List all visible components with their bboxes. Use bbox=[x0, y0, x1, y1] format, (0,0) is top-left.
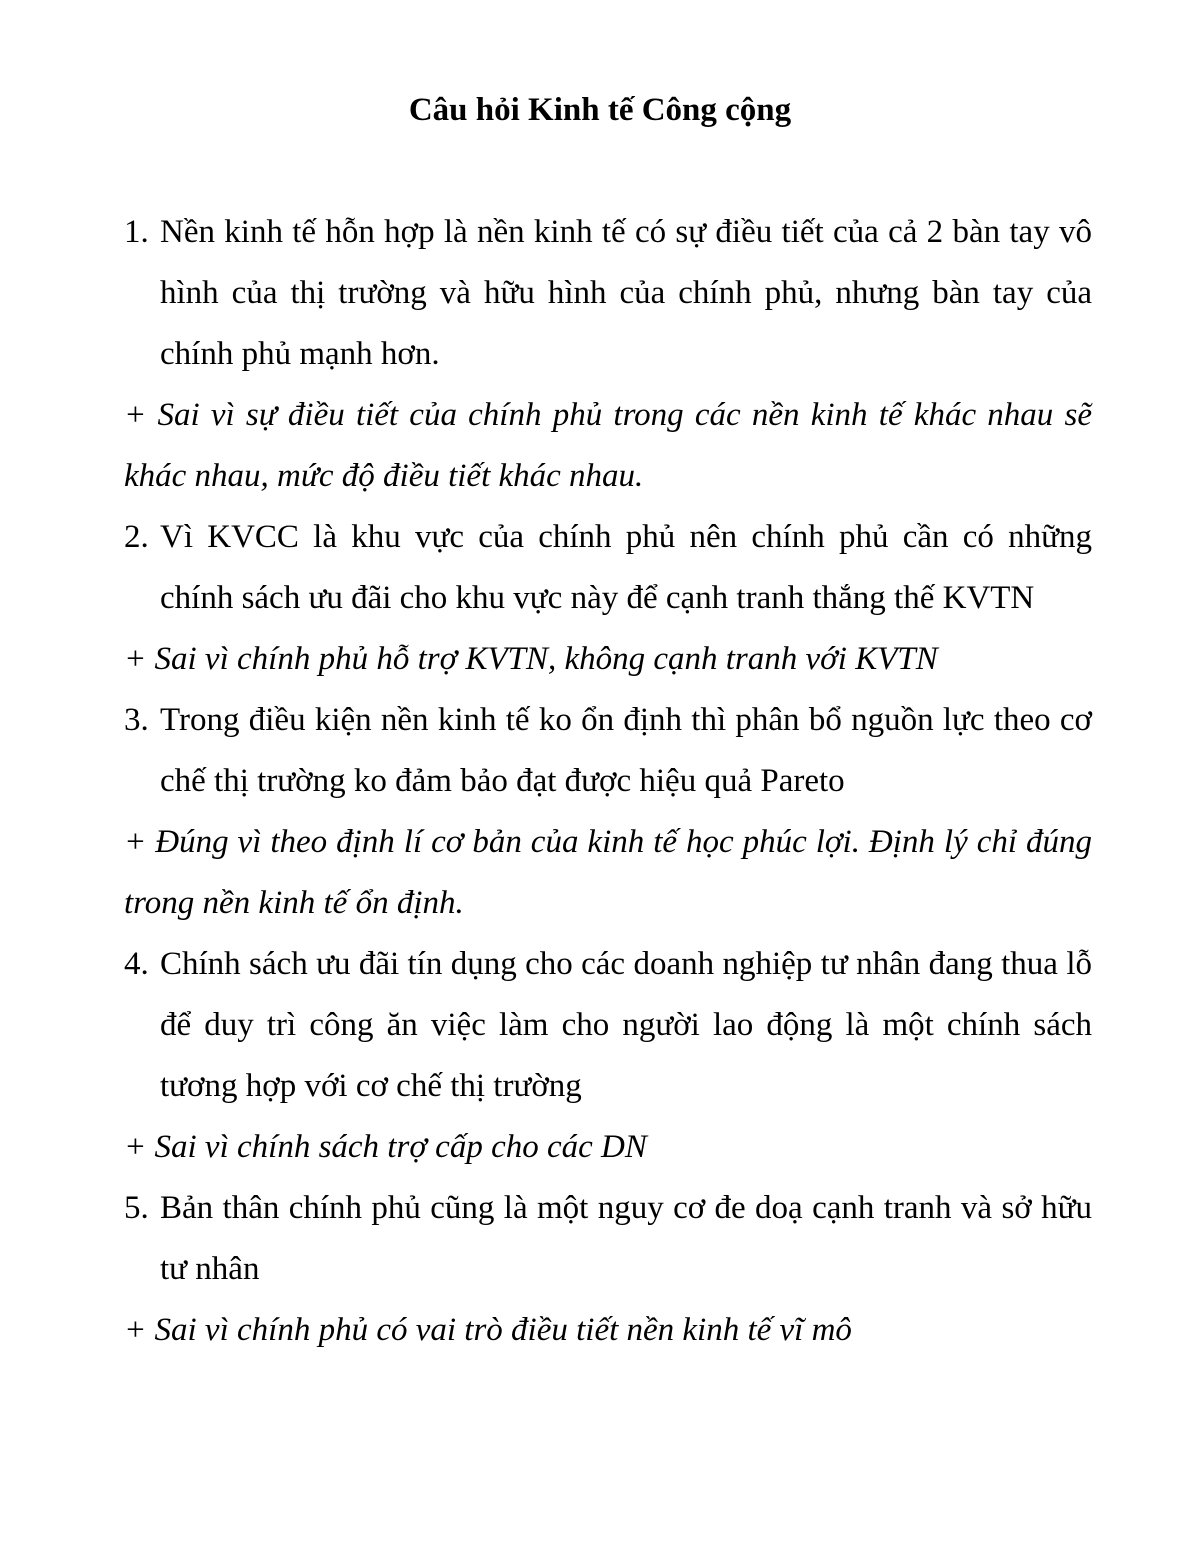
question-1 bbox=[124, 202, 1092, 385]
question-3 bbox=[124, 690, 1092, 812]
question-text: Nền kinh tế hỗn hợp là nền kinh tế có sự điều tiết của cả 2 bàn tay vô hình của thị trường và hữu hình của chính phủ, nhưng bàn tay của chính phủ mạnh hơn. bbox=[160, 214, 1092, 372]
question-number: 3. bbox=[124, 702, 149, 738]
answer-2: + Sai vì chính phủ hỗ trợ KVTN, không cạnh tranh với KVTN bbox=[124, 641, 938, 677]
question-list bbox=[124, 202, 1092, 1361]
question-text: Vì KVCC là khu vực của chính phủ nên chính phủ cần có những chính sách ưu đãi cho khu vực này để cạnh tranh thắng thế KVTN bbox=[160, 519, 1092, 616]
answer-4: + Sai vì chính sách trợ cấp cho các DN bbox=[124, 1129, 647, 1165]
question-text: Bản thân chính phủ cũng là một nguy cơ đe doạ cạnh tranh và sở hữu tư nhân bbox=[160, 1190, 1092, 1287]
answer-1: + Sai vì sự điều tiết của chính phủ trong các nền kinh tế khác nhau sẽ khác nhau, mức độ điều tiết khác nhau. bbox=[124, 397, 1092, 494]
question-number: 1. bbox=[124, 214, 149, 250]
answer-5: + Sai vì chính phủ có vai trò điều tiết nền kinh tế vĩ mô bbox=[124, 1312, 852, 1348]
document-title: Câu hỏi Kinh tế Công cộng bbox=[408, 92, 792, 128]
answer-3: + Đúng vì theo định lí cơ bản của kinh tế học phúc lợi. Định lý chỉ đúng trong nền kinh tế ổn định. bbox=[124, 824, 1092, 921]
question-number: 5. bbox=[124, 1190, 149, 1226]
question-2 bbox=[124, 507, 1092, 629]
question-text: Trong điều kiện nền kinh tế ko ổn định thì phân bổ nguồn lực theo cơ chế thị trường ko đảm bảo đạt được hiệu quả Pareto bbox=[160, 702, 1092, 799]
question-4 bbox=[124, 934, 1092, 1117]
question-text: Chính sách ưu đãi tín dụng cho các doanh nghiệp tư nhân đang thua lỗ để duy trì công ăn việc làm cho người lao động là một chính sách tương hợp với cơ chế thị trường bbox=[160, 946, 1092, 1104]
question-number: 2. bbox=[124, 519, 149, 555]
question-5 bbox=[124, 1178, 1092, 1300]
question-number: 4. bbox=[124, 946, 149, 982]
